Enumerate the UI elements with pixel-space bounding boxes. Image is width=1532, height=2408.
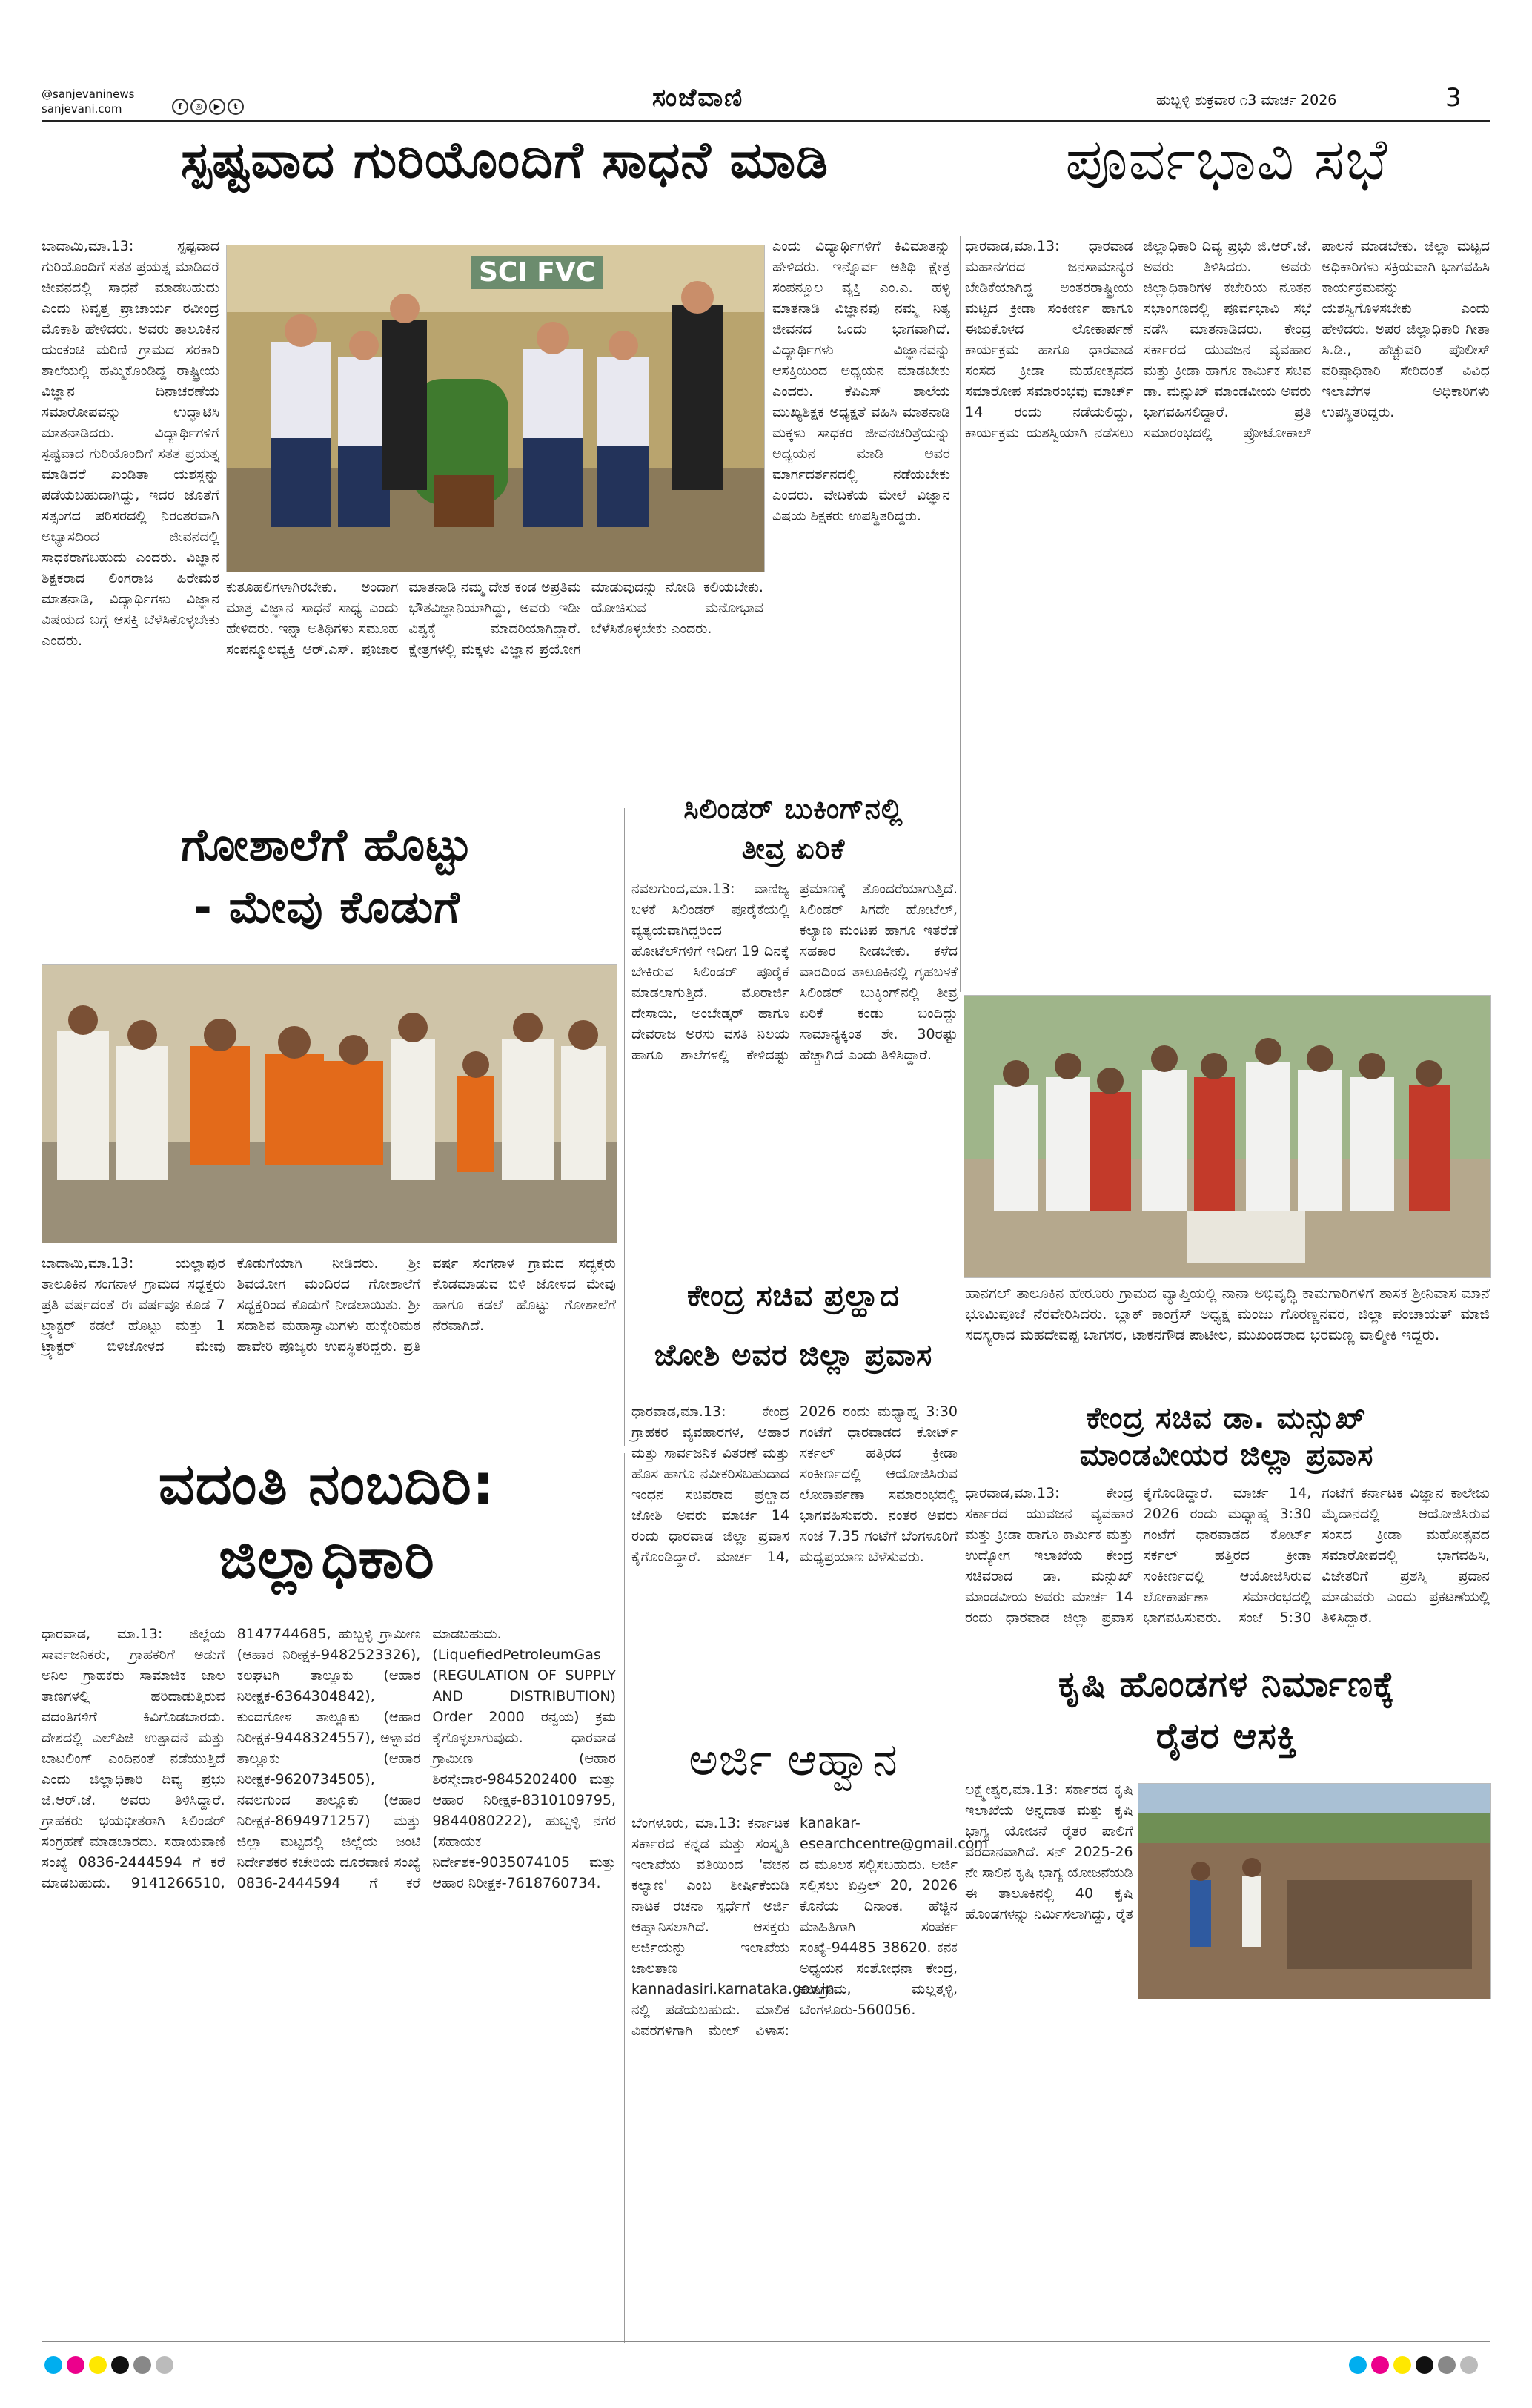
article-mandaviya: ಧಾರವಾಡ,ಮಾ.13: ಕೇಂದ್ರ ಸರ್ಕಾರದ ಯುವಜನ ವ್ಯವಹಾರ ಮತ್ತು ಕ್ರೀಡಾ ಹಾಗೂ ಕಾರ್ಮಿಕ ಮತ್ತು ಉದ್ಯೋಗ ಇಲಾಖೆಯ ಕೇಂದ್ರ ಸಚಿವರಾದ ಡಾ. ಮನ್ಸುಖ್ ಮಾಂಡವೀಯ ಅವರು ಮಾರ್ಚ 14 ರಂದು ಧಾರವಾಡ ಜಿಲ್ಲಾ ಪ್ರವಾಸ ಕೈಗೊಂಡಿದ್ದಾರೆ. ಮಾರ್ಚ 14, 2026 ರಂದು ಮಧ್ಯಾಹ್ನ 3:30 ಗಂಟೆಗೆ ಧಾರವಾಡದ ಕೋರ್ಟ್ ಸರ್ಕಲ್ ಹತ್ತಿರದ ಕ್ರೀಡಾ ಸಂಕೀರ್ಣದಲ್ಲಿ ಆಯೋಜಿಸಿರುವ ಲೋಕಾರ್ಪಣಾ ಸಮಾರಂಭದಲ್ಲಿ ಭಾಗವಹಿಸುವರು. ಸಂಜೆ 5:30 ಗಂಟೆಗೆ ಕರ್ನಾಟಕ ವಿಜ್ಞಾನ ಕಾಲೇಜು ಮೈದಾನದಲ್ಲಿ ಆಯೋಜಿಸಿರುವ ಸಂಸದ ಕ್ರೀಡಾ ಮಹೋತ್ಸವದ ಸಮಾರೋಪದಲ್ಲಿ ಭಾಗವಹಿಸಿ, ವಿಜೇತರಿಗೆ ಪ್ರಶಸ್ತಿ ಪ್ರದಾನ ಮಾಡುವರು ಎಂದು ಪ್ರಕಟಣೆಯಲ್ಲಿ ತಿಳಿಸಿದ್ದಾರೆ.	[965, 1485, 1490, 1626]
masthead	[0, 0, 1532, 122]
headline-goshala-2: - ಮೇವು ಕೊಡುಗೆ	[193, 882, 461, 933]
headline-cylinder-1: ಸಿಲಿಂಡರ್ ಬುಕಿಂಗ್‌ನಲ್ಲಿ	[683, 793, 903, 825]
headline-rumour-1: ವದಂತಿ ನಂಬದಿರಿ:	[158, 1451, 496, 1517]
article-joshi: ಧಾರವಾಡ,ಮಾ.13: ಕೇಂದ್ರ ಗ್ರಾಹಕರ ವ್ಯವಹಾರಗಳ, ಆಹಾರ ಮತ್ತು ಸಾರ್ವಜನಿಕ ವಿತರಣೆ ಮತ್ತು ಹೊಸ ಹಾಗೂ ನವೀಕರಿಸಬಹುದಾದ ಇಂಧನ ಸಚಿವರಾದ ಪ್ರಲ್ಹಾದ ಜೋಶಿ ಅವರು ಮಾರ್ಚ 14 ರಂದು ಧಾರವಾಡ ಜಿಲ್ಲಾ ಪ್ರವಾಸ ಕೈಗೊಂಡಿದ್ದಾರೆ. ಮಾರ್ಚ 14, 2026 ರಂದು ಮಧ್ಯಾಹ್ನ 3:30 ಗಂಟೆಗೆ ಧಾರವಾಡದ ಕೋರ್ಟ್ ಸರ್ಕಲ್ ಹತ್ತಿರದ ಕ್ರೀಡಾ ಸಂಕೀರ್ಣದಲ್ಲಿ ಆಯೋಜಿಸಿರುವ ಲೋಕಾರ್ಪಣಾ ಸಮಾರಂಭದಲ್ಲಿ ಭಾಗವಹಿಸುವರು. ನಂತರ ಅವರು ಸಂಜೆ 7.35 ಗಂಟೆಗೆ ಬೆಂಗಳೂರಿಗೆ ಮಧ್ಯಪ್ರಯಾಣ ಬೆಳೆಸುವರು.	[631, 1403, 958, 1565]
headline-joshi-1: ಕೇಂದ್ರ ಸಚಿವ ಪ್ರಲ್ಹಾದ	[686, 1279, 901, 1313]
article-applications: ಬೆಂಗಳೂರು, ಮಾ.13: ಕರ್ನಾಟಕ ಸರ್ಕಾರದ ಕನ್ನಡ ಮತ್ತು ಸಂಸ್ಕೃತಿ ಇಲಾಖೆಯ ವತಿಯಿಂದ 'ವಚನ ಕಲ್ಯಾಣ' ಎಂಬ ಶೀರ್ಷಿಕೆಯಡಿ ನಾಟಕ ರಚನಾ ಸ್ಪರ್ಧೆಗೆ ಅರ್ಜಿ ಆಹ್ವಾನಿಸಲಾಗಿದೆ. ಆಸಕ್ತರು ಅರ್ಜಿಯನ್ನು ಇಲಾಖೆಯ ಜಾಲತಾಣ kannadasiri.karnataka.gov.in ನಲ್ಲಿ ಪಡೆಯಬಹುದು. ಮಾಲಿಕ ವಿವರಗಳಿಗಾಗಿ ಮೇಲ್ ವಿಳಾಸ: kanakar-esearchcentre@gmail.com ದ ಮೂಲಕ ಸಲ್ಲಿಸಬಹುದು. ಅರ್ಜಿ ಸಲ್ಲಿಸಲು ಏಪ್ರಿಲ್ 20, 2026 ಕೊನೆಯ ದಿನಾಂಕ. ಹೆಚ್ಚಿನ ಮಾಹಿತಿಗಾಗಿ ಸಂಪರ್ಕ ಸಂಖ್ಯೆ-94485 38620. ಕನಕ ಅಧ್ಯಯನ ಸಂಶೋಧನಾ ಕೇಂದ್ರ, ಕಲಾಗ್ರಾಮ, ಮಲ್ಲತ್ತಳ್ಳಿ, ಬೆಂಗಳೂರು-560056.	[631, 1815, 988, 2039]
article-prep-meeting: ಧಾರವಾಡ,ಮಾ.13: ಧಾರವಾಡ ಮಹಾನಗರದ ಜನಸಾಮಾನ್ಯರ ಬೇಡಿಕೆಯಾಗಿದ್ದ ಅಂತರರಾಷ್ಟ್ರೀಯ ಮಟ್ಟದ ಕ್ರೀಡಾ ಸಂಕೀರ್ಣ ಹಾಗೂ ಈಜುಕೊಳದ ಲೋಕಾರ್ಪಣೆ ಕಾರ್ಯಕ್ರಮ ಹಾಗೂ ಧಾರವಾಡ ಸಂಸದ ಕ್ರೀಡಾ ಮಹೋತ್ಸವದ ಸಮಾರೋಪ ಸಮಾರಂಭವು ಮಾರ್ಚ್ 14 ರಂದು ನಡೆಯಲಿದ್ದು, ಕಾರ್ಯಕ್ರಮ ಯಶಸ್ವಿಯಾಗಿ ನಡೆಸಲು ಜಿಲ್ಲಾಧಿಕಾರಿ ದಿವ್ಯ ಪ್ರಭು ಜಿ.ಆರ್.ಜೆ. ಅವರು ತಿಳಿಸಿದರು. ಅವರು ಜಿಲ್ಲಾಧಿಕಾರಿಗಳ ಕಚೇರಿಯ ನೂತನ ಸಭಾಂಗಣದಲ್ಲಿ ಪೂರ್ವಭಾವಿ ಸಭೆ ನಡೆಸಿ ಮಾತನಾಡಿದರು. ಕೇಂದ್ರ ಸರ್ಕಾರದ ಯುವಜನ ವ್ಯವಹಾರ ಮತ್ತು ಕ್ರೀಡಾ ಹಾಗೂ ಕಾರ್ಮಿಕ ಸಚಿವ ಡಾ. ಮನ್ಸುಖ್ ಮಾಂಡವೀಯ ಅವರು ಭಾಗವಹಿಸಲಿದ್ದಾರೆ. ಪ್ರತಿ ಸಮಾರಂಭದಲ್ಲಿ ಪ್ರೋಟೋಕಾಲ್ ಪಾಲನೆ ಮಾಡಬೇಕು. ಜಿಲ್ಲಾ ಮಟ್ಟದ ಅಧಿಕಾರಿಗಳು ಸಕ್ರಿಯವಾಗಿ ಭಾಗವಹಿಸಿ ಕಾರ್ಯಕ್ರಮವನ್ನು ಯಶಸ್ವಿಗೊಳಿಸಬೇಕು ಎಂದು ಹೇಳಿದರು. ಅಪರ ಜಿಲ್ಲಾಧಿಕಾರಿ ಗೀತಾ ಸಿ.ಡಿ., ಹೆಚ್ಚುವರಿ ಪೊಲೀಸ್ ವರಿಷ್ಠಾಧಿಕಾರಿ ಸೇರಿದಂತೆ ವಿವಿಧ ಇಲಾಖೆಗಳ ಅಧಿಕಾರಿಗಳು ಉಪಸ್ಥಿತರಿದ್ದರು.	[965, 238, 1490, 441]
photo-science-day	[226, 245, 765, 572]
article-goal-bottom: ಕುತೂಹಲಿಗಳಾಗಿರಬೇಕು. ಅಂದಾಗ ಮಾತ್ರ ವಿಜ್ಞಾನ ಸಾಧನೆ ಸಾಧ್ಯ ಎಂದು ಹೇಳಿದರು. ಇನ್ನಾ ಅತಿಥಿಗಳು ಸಮೂಹ ಸಂಪನ್ಮೂಲವ್ಯಕ್ತಿ ಆರ್.ಎಸ್. ಪೂಜಾರ ಮಾತನಾಡಿ ನಮ್ಮ ದೇಶ ಕಂಡ ಅಪ್ರತಿಮ ಭೌತವಿಜ್ಞಾನಿಯಾಗಿದ್ದು, ಅವರು ಇಡೀ ವಿಶ್ವಕ್ಕೆ ಮಾದರಿಯಾಗಿದ್ದಾರೆ. ಕ್ಷೇತ್ರಗಳಲ್ಲಿ ಮಕ್ಕಳು ವಿಜ್ಞಾನ ಪ್ರಯೋಗ ಮಾಡುವುದನ್ನು ನೋಡಿ ಕಲಿಯಬೇಕು. ಯೋಚಿಸುವ ಮನೋಭಾವ ಬೆಳೆಸಿಕೊಳ್ಳಬೇಕು ಎಂದರು.	[226, 579, 763, 658]
photo-banner-text: SCI FVC	[471, 256, 603, 289]
photo-farm-pond	[1138, 1783, 1491, 2000]
page-number: 3	[1445, 83, 1462, 113]
headline-goal: ಸ್ಪಷ್ಟವಾದ ಗುರಿಯೊಂದಿಗೆ ಸಾಧನೆ ಮಾಡಿ	[180, 131, 829, 190]
social-icons	[172, 98, 246, 115]
headline-goshala-1: ಗೋಶಾಲೆಗೆ ಹೊಟ್ಟು	[181, 819, 473, 871]
social-handle[interactable]: @sanjevaninews	[42, 87, 135, 101]
youtube-icon[interactable]: ▶	[209, 99, 225, 115]
headline-cylinder-2: ತೀವ್ರ ಏರಿಕೆ	[741, 833, 846, 865]
article-goshala: ಬಾದಾಮಿ,ಮಾ.13: ಯಲ್ಲಾಪುರ ತಾಲೂಕಿನ ಸಂಗನಾಳ ಗ್ರಾಮದ ಸದ್ಭಕ್ತರು ಪ್ರತಿ ವರ್ಷದಂತೆ ಈ ವರ್ಷವೂ ಕೂಡ 7 ಟ್ರ್ಯಾಕ್ಟರ್ ಕಡಲೆ ಹೊಟ್ಟು ಮತ್ತು 1 ಟ್ರ್ಯಾಕ್ಟರ್ ಬಿಳಿಜೋಳದ ಮೇವು ಕೊಡುಗೆಯಾಗಿ ನೀಡಿದರು. ಶ್ರೀ ಶಿವಯೋಗ ಮಂದಿರದ ಗೋಶಾಲೆಗೆ ಸದ್ಭಕ್ತರಿಂದ ಕೊಡುಗೆ ನೀಡಲಾಯಿತು. ಶ್ರೀ ಸದಾಶಿವ ಮಹಾಸ್ವಾಮಿಗಳು ಹುಕ್ಕೇರಿಮಠ ಹಾವೇರಿ ಪೂಜ್ಯರು ಉಪಸ್ಥಿತರಿದ್ದರು. ಪ್ರತಿ ವರ್ಷ ಸಂಗನಾಳ ಗ್ರಾಮದ ಸದ್ಭಕ್ತರು ಕೊಡಮಾಡುವ ಬಿಳಿ ಜೋಳದ ಮೇವು ಹಾಗೂ ಕಡಲೆ ಹೊಟ್ಟು ಗೋಶಾಲೆಗೆ ನೆರವಾಗಿದೆ.	[42, 1255, 616, 1354]
color-bar-left	[44, 2356, 178, 2377]
article-farmponds: ಲಕ್ಷ್ಮೇಶ್ವರ,ಮಾ.13: ಸರ್ಕಾರದ ಕೃಷಿ ಇಲಾಖೆಯ ಅನ್ನದಾತ ಮತ್ತು ಕೃಷಿ ಭಾಗ್ಯ ಯೋಜನೆ ರೈತರ ಪಾಲಿಗೆ ವರದಾನವಾಗಿದೆ. ಸನ್ 2025-26 ನೇ ಸಾಲಿನ ಕೃಷಿ ಭಾಗ್ಯ ಯೋಜನೆಯಡಿ ಈ ತಾಲೂಕಿನಲ್ಲಿ 40 ಕೃಷಿ ಹೊಂಡಗಳನ್ನು ನಿರ್ಮಿಸಲಾಗಿದ್ದು, ರೈತ	[965, 1782, 1133, 1922]
twitter-icon[interactable]: t	[228, 99, 244, 115]
headline-farmponds-2: ರೈತರ ಆಸಕ್ತಿ	[1155, 1716, 1298, 1757]
website-link[interactable]: sanjevani.com	[42, 102, 122, 116]
headline-mandaviya-2: ಮಾಂಡವೀಯರ ಜಿಲ್ಲಾ ಪ್ರವಾಸ	[1079, 1438, 1374, 1472]
headline-mandaviya-1: ಕೇಂದ್ರ ಸಚಿವ ಡಾ. ಮನ್ಸುಖ್	[1086, 1401, 1367, 1435]
article-cylinder: ನವಲಗುಂದ,ಮಾ.13: ವಾಣಿಜ್ಯ ಬಳಕೆ ಸಿಲಿಂಡರ್ ಪೂರೈಕೆಯಲ್ಲಿ ವ್ಯತ್ಯಯವಾಗಿದ್ದರಿಂದ ಹೋಟೆಲ್‌ಗಳಿಗೆ ಇದೀಗ 19 ದಿನಕ್ಕೆ ಬೇಕಿರುವ ಸಿಲಿಂಡರ್ ಪೂರೈಕೆ ಮಾಡಲಾಗುತ್ತಿದೆ. ಮೊರಾರ್ಜಿ ದೇಸಾಯಿ, ಅಂಬೇಡ್ಕರ್ ಹಾಗೂ ದೇವರಾಜ ಅರಸು ವಸತಿ ನಿಲಯ ಹಾಗೂ ಶಾಲೆಗಳಲ್ಲಿ ಕೇಳಿದಷ್ಟು ಪ್ರಮಾಣಕ್ಕೆ ತೊಂದರೆಯಾಗುತ್ತಿದೆ. ಸಿಲಿಂಡರ್ ಸಿಗದೇ ಹೋಟೆಲ್, ಕಲ್ಯಾಣ ಮಂಟಪ ಹಾಗೂ ಇತರೆಡೆ ಸಹಕಾರ ನೀಡಬೇಕು. ಕಳೆದ ವಾರದಿಂದ ತಾಲೂಕಿನಲ್ಲಿ ಗೃಹಬಳಕೆ ಸಿಲಿಂಡರ್ ಬುಕ್ಕಿಂಗ್‌ನಲ್ಲಿ ತೀವ್ರ ಏರಿಕೆ ಕಂಡು ಬಂದಿದ್ದು ಸಾಮಾನ್ಯಕ್ಕಿಂತ ಶೇ. 30ರಷ್ಟು ಹೆಚ್ಚಾಗಿದೆ ಎಂದು ತಿಳಿಸಿದ್ದಾರೆ.	[631, 881, 958, 1063]
article-rumour: ಧಾರವಾಡ, ಮಾ.13: ಜಿಲ್ಲೆಯ ಸಾರ್ವಜನಿಕರು, ಗ್ರಾಹಕರಿಗೆ ಅಡುಗೆ ಅನಿಲ ಗ್ರಾಹಕರು ಸಾಮಾಜಿಕ ಜಾಲ ತಾಣಗಳಲ್ಲಿ ಹರಿದಾಡುತ್ತಿರುವ ವದಂತಿಗಳಿಗೆ ಕಿವಿಗೊಡಬಾರದು. ದೇಶದಲ್ಲಿ ಎಲ್‌ಪಿಜಿ ಉತ್ಪಾದನೆ ಮತ್ತು ಬಾಟಲಿಂಗ್ ಎಂದಿನಂತೆ ನಡೆಯುತ್ತಿದೆ ಎಂದು ಜಿಲ್ಲಾಧಿಕಾರಿ ದಿವ್ಯ ಪ್ರಭು ಜಿ.ಆರ್.ಜೆ. ಅವರು ತಿಳಿಸಿದ್ದಾರೆ. ಗ್ರಾಹಕರು ಭಯಭೀತರಾಗಿ ಸಿಲಿಂಡರ್ ಸಂಗ್ರಹಣೆ ಮಾಡಬಾರದು. ಸಹಾಯವಾಣಿ ಸಂಖ್ಯೆ 0836-2444594 ಗೆ ಕರೆ ಮಾಡಬಹುದು. 9141266510, 8147744685, ಹುಬ್ಬಳ್ಳಿ ಗ್ರಾಮೀಣ (ಆಹಾರ ನಿರೀಕ್ಷಕ-9482523326), ಕಲಘಟಗಿ ತಾಲ್ಲೂಕು (ಆಹಾರ ನಿರೀಕ್ಷಕ-6364304842), ಕುಂದಗೋಳ ತಾಲ್ಲೂಕು (ಆಹಾರ ನಿರೀಕ್ಷಕ-9448324557), ಅಳ್ನಾವರ ತಾಲ್ಲೂಕು (ಆಹಾರ ನಿರೀಕ್ಷಕ-9620734505), ನವಲಗುಂದ ತಾಲ್ಲೂಕು (ಆಹಾರ ನಿರೀಕ್ಷಕ-8694971257) ಮತ್ತು ಜಿಲ್ಲಾ ಮಟ್ಟದಲ್ಲಿ ಜಿಲ್ಲೆಯ ಜಂಟಿ ನಿರ್ದೇಶಕರ ಕಚೇರಿಯ ದೂರವಾಣಿ ಸಂಖ್ಯೆ 0836-2444594 ಗೆ ಕರೆ ಮಾಡಬಹುದು. (LiquefiedPetroleumGas (REGULATION OF SUPPLY AND DISTRIBUTION) Order 2000 ರನ್ವಯ) ಕ್ರಮ ಕೈಗೊಳ್ಳಲಾಗುವುದು. ಧಾರವಾಡ ಗ್ರಾಮೀಣ (ಆಹಾರ ಶಿರಸ್ತೇದಾರ-9845202400 ಮತ್ತು ಆಹಾರ ನಿರೀಕ್ಷಕ-8310109795, 9844080222), ಹುಬ್ಬಳ್ಳಿ ನಗರ (ಸಹಾಯಕ ನಿರ್ದೇಶಕ-9035074105 ಮತ್ತು ಆಹಾರ ನಿರೀಕ್ಷಕ-7618760734.	[42, 1626, 616, 1891]
photo-bhoomi-puja	[964, 995, 1491, 1278]
headline-applications: ಅರ್ಜಿ ಆಹ್ವಾನ	[689, 1734, 898, 1786]
masthead-rule	[42, 120, 1490, 122]
article-goal-col1: ಬಾದಾಮಿ,ಮಾ.13: ಸ್ಪಷ್ಟವಾದ ಗುರಿಯೊಂದಿಗೆ ಸತತ ಪ್ರಯತ್ನ ಮಾಡಿದರೆ ಜೀವನದಲ್ಲಿ ಸಾಧನೆ ಮಾಡಬಹುದು ಎಂದು ನಿವೃತ್ತ ಪ್ರಾಚಾರ್ಯ ರವೀಂದ್ರ ಮೊಕಾಶಿ ಹೇಳಿದರು. ಅವರು ತಾಲೂಕಿನ ಯಂಕಂಚಿ ಮರಿಣಿ ಗ್ರಾಮದ ಸರಕಾರಿ ಶಾಲೆಯಲ್ಲಿ ಹಮ್ಮಿಕೊಂಡಿದ್ದ ರಾಷ್ಟ್ರೀಯ ವಿಜ್ಞಾನ ದಿನಾಚರಣೆಯ ಸಮಾರೋಪವನ್ನು ಉದ್ಘಾಟಿಸಿ ಮಾತನಾಡಿದರು. ವಿದ್ಯಾರ್ಥಿಗಳಿಗೆ ಸ್ಪಷ್ಟವಾದ ಗುರಿಯೊಂದಿಗೆ ಸತತ ಪ್ರಯತ್ನ ಮಾಡಿದರೆ ಖಂಡಿತಾ ಯಶಸ್ಸನ್ನು ಪಡೆಯಬಹುದಾಗಿದ್ದು, ಇದರ ಜೊತೆಗೆ ಸತ್ಸಂಗದ ಪರಿಸರದಲ್ಲಿ ನಿರಂತರವಾಗಿ ಅಭ್ಯಾಸದಿಂದ ಜೀವನದಲ್ಲಿ ಸಾಧಕರಾಗಬಹುದು ಎಂದರು. ವಿಜ್ಞಾನ ಶಿಕ್ಷಕರಾದ ಲಿಂಗರಾಜ ಹಿರೇಮಠ ಮಾತನಾಡಿ, ವಿದ್ಯಾರ್ಥಿಗಳು ವಿಜ್ಞಾನ ವಿಷಯದ ಬಗ್ಗೆ ಆಸಕ್ತಿ ಬೆಳೆಸಿಕೊಳ್ಳಬೇಕು ಎಂದರು.	[42, 238, 219, 649]
headline-prep-meeting: ಪೂರ್ವಭಾವಿ ಸಭೆ	[1065, 127, 1388, 194]
headline-rumour-2: ಜಿಲ್ಲಾಧಿಕಾರಿ	[219, 1525, 435, 1591]
facebook-icon[interactable]: f	[172, 99, 188, 115]
article-goal-col4: ಎಂದು ವಿದ್ಯಾರ್ಥಿಗಳಿಗೆ ಕಿವಿಮಾತನ್ನು ಹೇಳಿದರು. ಇನ್ನೊರ್ವ ಅತಿಥಿ ಕ್ಷೇತ್ರ ಸಂಪನ್ಮೂಲ ವ್ಯಕ್ತಿ ಎಂ.ಎ. ಹಳ್ಳಿ ಮಾತನಾಡಿ ವಿಜ್ಞಾನವು ನಮ್ಮ ನಿತ್ಯ ಜೀವನದ ಒಂದು ಭಾಗವಾಗಿದೆ. ವಿದ್ಯಾರ್ಥಿಗಳು ವಿಜ್ಞಾನವನ್ನು ಆಸಕ್ತಿಯಿಂದ ಅಧ್ಯಯನ ಮಾಡಬೇಕು ಎಂದರು. ಕೆಪಿಎಸ್ ಶಾಲೆಯ ಮುಖ್ಯಶಿಕ್ಷಕ ಅಧ್ಯಕ್ಷತೆ ವಹಿಸಿ ಮಾತನಾಡಿ ಮಕ್ಕಳು ಸಾಧಕರ ಜೀವನಚರಿತ್ರೆಯನ್ನು ಅಧ್ಯಯನ ಮಾಡಿ ಅವರ ಮಾರ್ಗದರ್ಶನದಲ್ಲಿ ನಡೆಯಬೇಕು ಎಂದರು. ವೇದಿಕೆಯ ಮೇಲೆ ವಿಜ್ಞಾನ ವಿಷಯ ಶಿಕ್ಷಕರು ಉಪಸ್ಥಿತರಿದ್ದರು.	[772, 238, 950, 524]
footer-rule	[42, 2341, 1490, 2342]
photo-goshala	[42, 964, 617, 1243]
instagram-icon[interactable]: ◎	[190, 99, 207, 115]
color-bar-right	[1349, 2356, 1482, 2377]
headline-joshi-2: ಜೋಶಿ ಅವರ ಜಿಲ್ಲಾ ಪ್ರವಾಸ	[654, 1338, 933, 1372]
dateline: ಹುಬ್ಬಳ್ಳಿ ಶುಕ್ರವಾರ ೧3 ಮಾರ್ಚ 2026	[1156, 92, 1337, 108]
caption-bhoomi-puja: ಹಾನಗಲ್ ತಾಲೂಕಿನ ಹೇರೂರು ಗ್ರಾಮದ ವ್ಯಾಪ್ತಿಯಲ್ಲಿ ನಾನಾ ಅಭಿವೃದ್ಧಿ ಕಾಮಗಾರಿಗಳಿಗೆ ಶಾಸಕ ಶ್ರೀನಿವಾಸ ಮಾನೆ ಭೂಮಿಪೂಜೆ ನೆರವೇರಿಸಿದರು. ಬ್ಲಾಕ್ ಕಾಂಗ್ರೆಸ್ ಅಧ್ಯಕ್ಷ ಮಂಜು ಗೊರಣ್ಣನವರ, ಜಿಲ್ಲಾ ಪಂಚಾಯತ್ ಮಾಜಿ ಸದಸ್ಯರಾದ ಮಹದೇವಪ್ಪ ಬಾಗಸರ, ಟಾಕನಗೌಡ ಪಾಟೀಲ, ಮುಖಂಡರಾದ ಭರಮಣ್ಣ ವಾಲ್ಮೀಕಿ ಇದ್ದರು.	[965, 1284, 1490, 1343]
headline-farmponds-1: ಕೃಷಿ ಹೊಂಡಗಳ ನಿರ್ಮಾಣಕ್ಕೆ	[1058, 1664, 1396, 1705]
newspaper-logo: ಸಂಜೆವಾಣಿ	[652, 83, 744, 113]
